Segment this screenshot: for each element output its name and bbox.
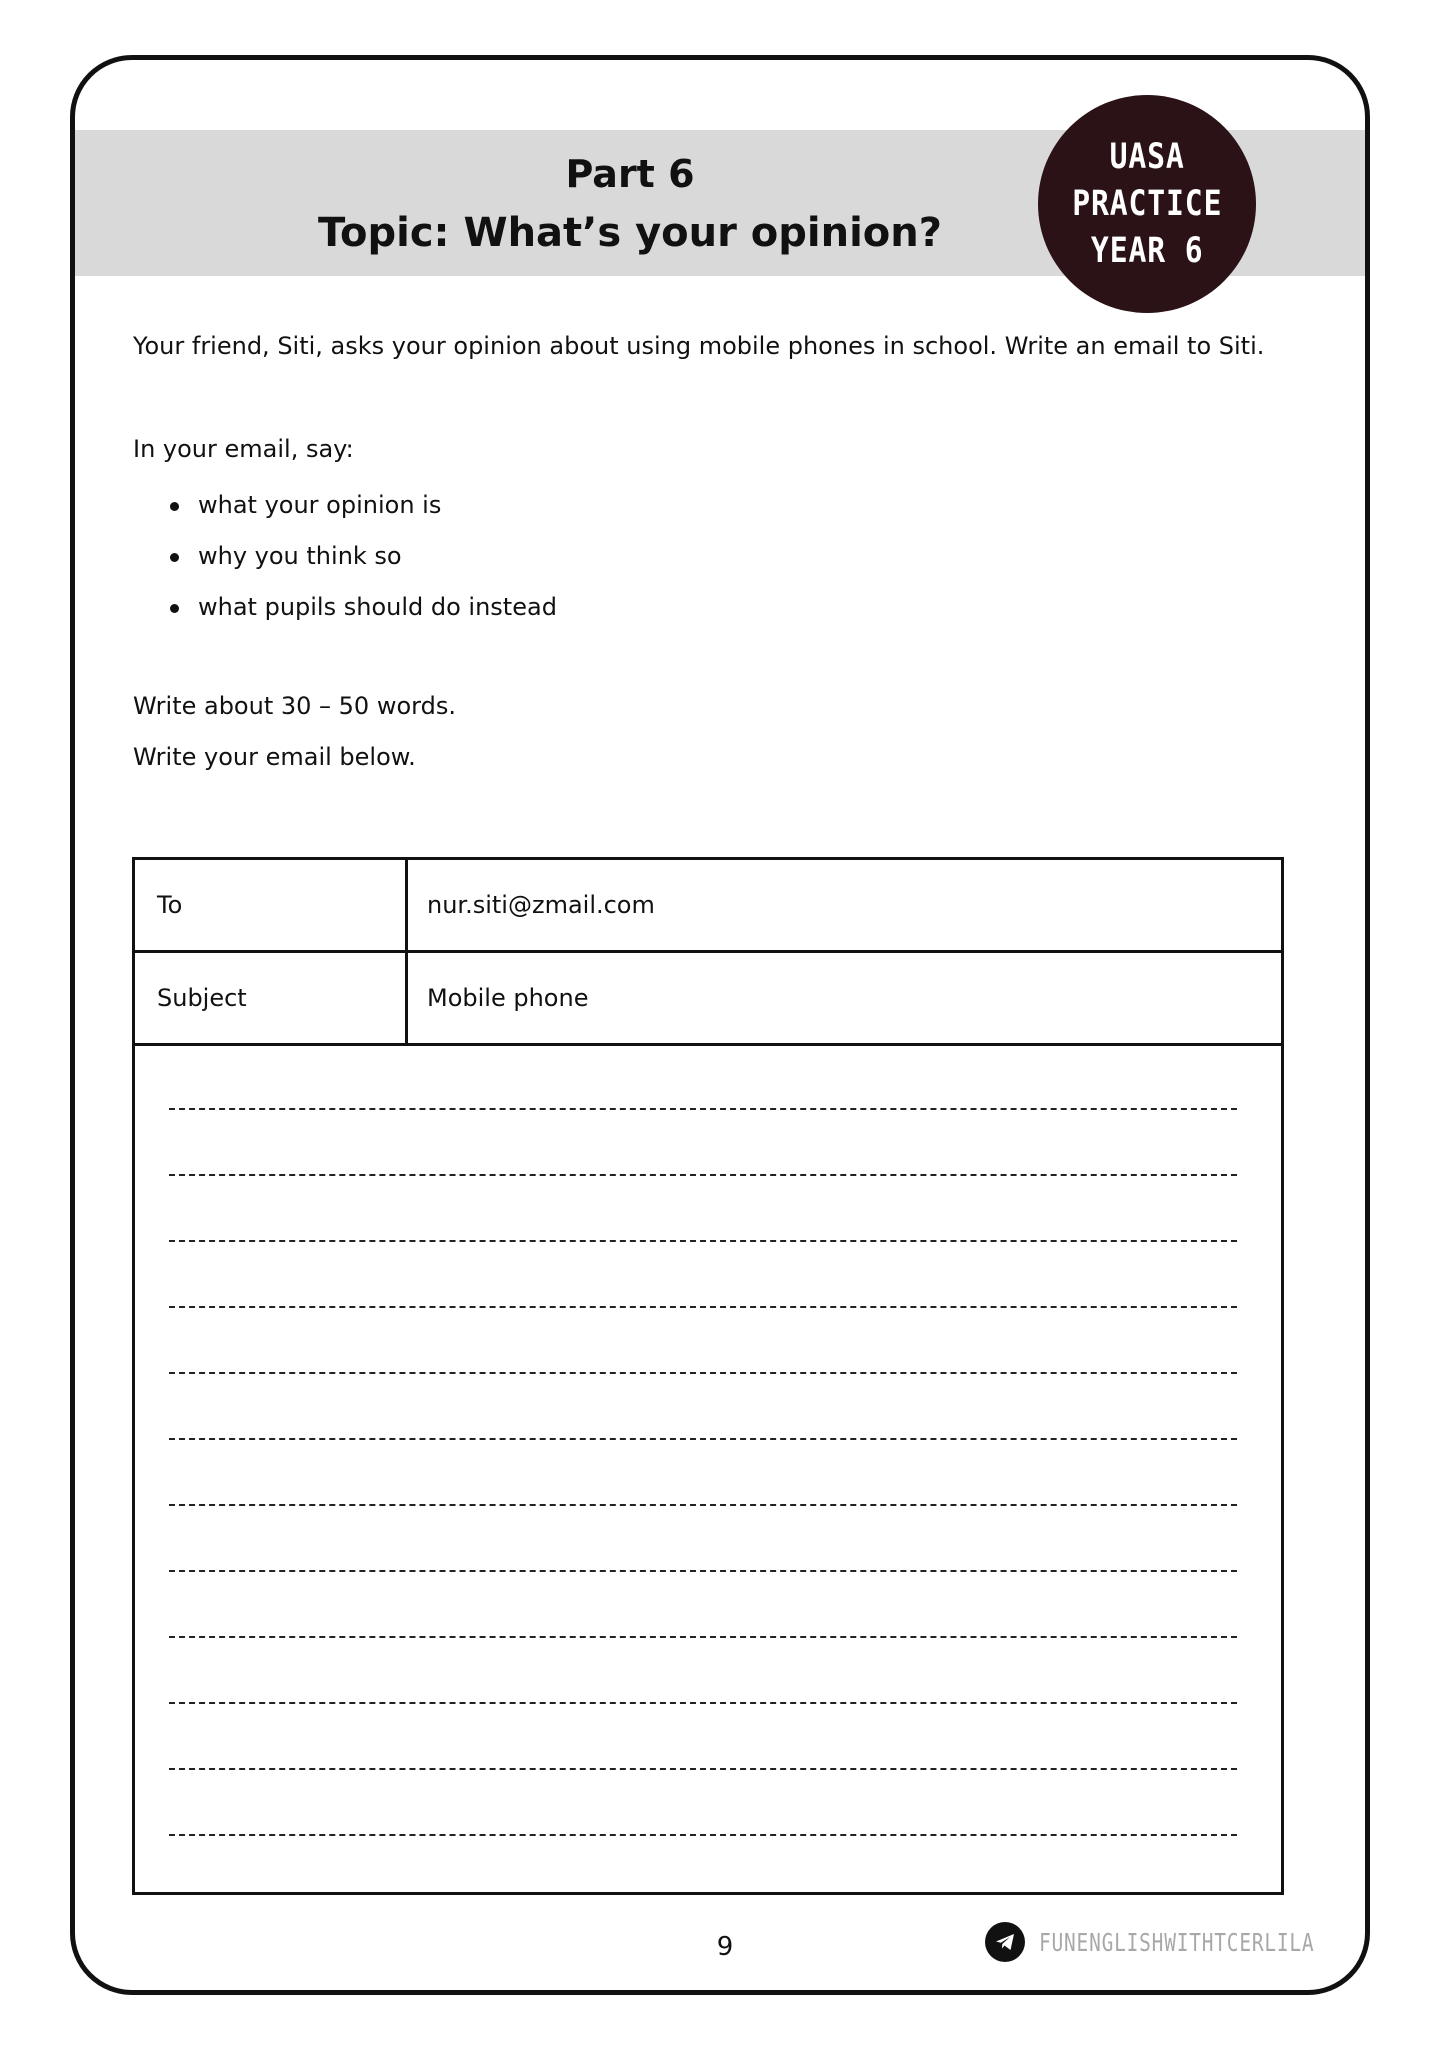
writing-line[interactable] [169,1570,1237,1636]
email-points-list [170,480,557,633]
telegram-icon [985,1922,1025,1962]
writing-line[interactable] [169,1174,1237,1240]
task-intro: Your friend, Siti, asks your opinion about using mobile phones in school. Write an email to Siti. [133,332,1265,360]
topic-title: Topic: What’s your opinion? [318,210,942,256]
brand-name: FUNENGLISHWITHTCERLILA [1039,1927,1315,1957]
email-form [132,857,1284,1895]
list-item: what your opinion is [170,480,557,531]
badge-line: PRACTICE [1071,183,1223,224]
to-row [135,860,1281,953]
writing-line[interactable] [169,1702,1237,1768]
writing-line[interactable] [169,1240,1237,1306]
list-item: what pupils should do instead [170,582,557,633]
uasa-badge [1038,95,1256,313]
to-label: To [157,891,183,919]
page-number: 9 [716,1932,734,1962]
subject-field[interactable]: Mobile phone [427,984,589,1012]
subject-label: Subject [157,984,247,1012]
writing-line[interactable] [169,1504,1237,1570]
part-title: Part 6 [565,152,695,196]
word-count-instruction: Write about 30 – 50 words. [133,692,456,720]
write-below-instruction: Write your email below. [133,743,416,771]
list-item: why you think so [170,531,557,582]
writing-line[interactable] [169,1372,1237,1438]
worksheet-page [70,55,1370,1995]
writing-line[interactable] [169,1108,1237,1174]
to-field[interactable]: nur.siti@zmail.com [427,891,655,919]
email-body-area[interactable] [169,1108,1237,1900]
writing-line[interactable] [169,1834,1237,1900]
writing-line[interactable] [169,1636,1237,1702]
brand-footer [985,1922,1370,1962]
writing-line[interactable] [169,1768,1237,1834]
column-divider [405,860,408,1046]
subject-row [135,953,1281,1046]
badge-line: YEAR 6 [1090,230,1204,271]
writing-line[interactable] [169,1306,1237,1372]
badge-line: UASA [1109,136,1185,177]
writing-line[interactable] [169,1438,1237,1504]
email-lead: In your email, say: [133,435,354,463]
